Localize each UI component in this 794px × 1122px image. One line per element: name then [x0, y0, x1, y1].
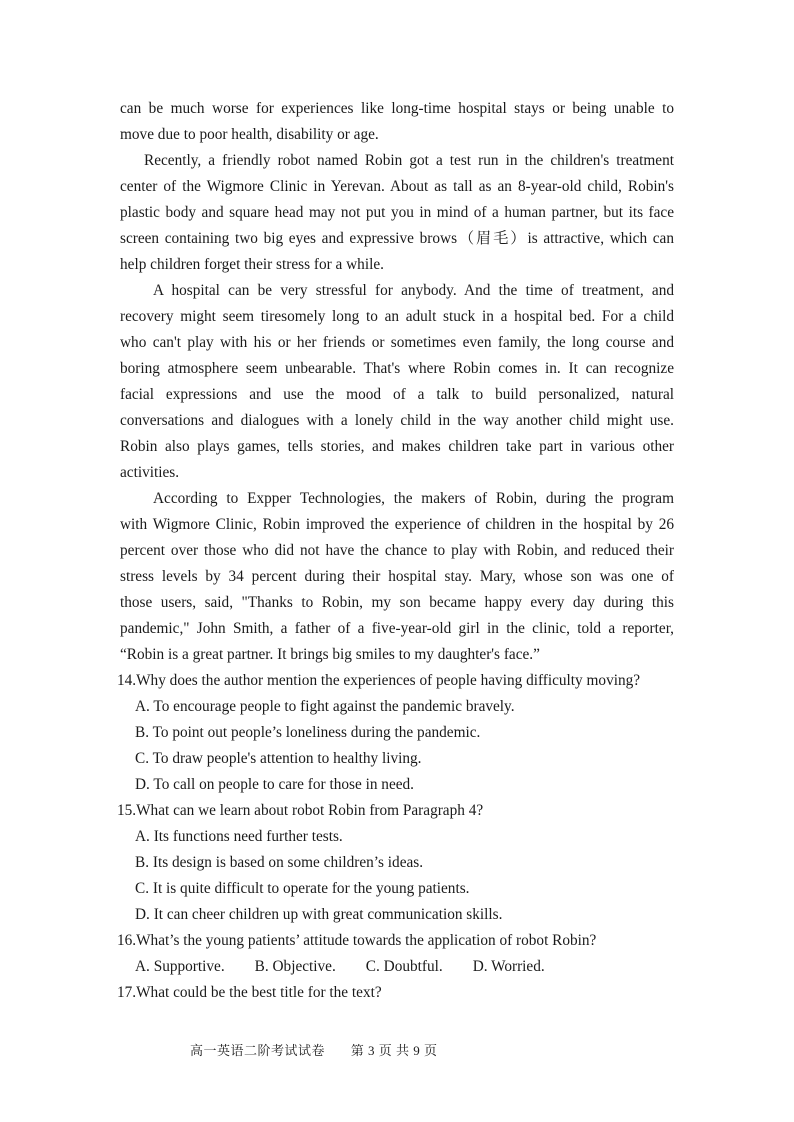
option-a: A. Its functions need further tests.: [135, 828, 343, 845]
question-stem: 15.What can we learn about robot Robin from Paragraph 4?: [117, 802, 484, 819]
passage-paragraph-4: [120, 486, 674, 668]
question-17: [117, 980, 674, 1006]
option-b: B. Its design is based on some children’s ideas.: [135, 854, 424, 871]
text-line: recovery might seem tiresomely long to an adult stuck in a hospital bed. For a child: [120, 308, 674, 325]
option-a: A. To encourage people to fight against the pandemic bravely.: [135, 698, 515, 715]
text-line: center of the Wigmore Clinic in Yerevan. About as tall as an 8-year-old child, Robin's: [120, 178, 674, 195]
text-line: stress levels by 34 percent during their hospital stay. Mary, whose son was one of: [120, 568, 674, 585]
text-line: “Robin is a great partner. It brings big smiles to my daughter's face.”: [120, 646, 540, 663]
document-page: [117, 96, 674, 1006]
text-line: activities.: [120, 464, 180, 481]
question-stem: 14.Why does the author mention the experiences of people having difficulty moving?: [117, 672, 641, 689]
option-d: D. Worried.: [472, 958, 545, 975]
text-line: percent over those who did not have the chance to play with Robin, and reduced their: [120, 542, 674, 559]
option-c: C. Doubtful.: [365, 958, 443, 975]
option-row: [135, 954, 674, 980]
text-line: facial expressions and use the mood of a talk to build personalized, natural: [120, 386, 674, 403]
page-number: 第 3 页 共 9 页: [350, 1043, 438, 1058]
text-line: who can't play with his or her friends or sometimes even family, the long course and: [120, 334, 674, 351]
passage-paragraph-2: [120, 148, 674, 278]
option-b: B. Objective.: [254, 958, 336, 975]
text-line: Robin also plays games, tells stories, and makes children take part in various other: [120, 438, 674, 455]
option-b: B. To point out people’s loneliness during the pandemic.: [135, 724, 481, 741]
page-footer: [190, 1040, 460, 1059]
question-stem: 17.What could be the best title for the text?: [117, 984, 382, 1001]
text-line: plastic body and square head may not put you in mind of a human partner, but its face: [120, 204, 674, 221]
text-line: move due to poor health, disability or age.: [120, 126, 379, 143]
option-d: D. To call on people to care for those in need.: [135, 776, 414, 793]
text-line: pandemic," John Smith, a father of a five-year-old girl in the clinic, told a reporter,: [120, 620, 674, 637]
passage-paragraph-3: [120, 278, 674, 486]
question-stem: 16.What’s the young patients’ attitude towards the application of robot Robin?: [117, 932, 597, 949]
exam-name: 高一英语二阶考试试卷: [190, 1043, 326, 1058]
text-line: Recently, a friendly robot named Robin got a test run in the children's treatment: [144, 152, 674, 169]
text-line: help children forget their stress for a while.: [120, 256, 384, 273]
text-line: conversations and dialogues with a lonely child in the way another child might use.: [120, 412, 674, 429]
option-d: D. It can cheer children up with great communication skills.: [135, 906, 503, 923]
question-16: [117, 928, 674, 980]
text-line: those users, said, "Thanks to Robin, my son became happy every day during this: [120, 594, 674, 611]
option-a: A. Supportive.: [135, 958, 225, 975]
text-line: screen containing two big eyes and expressive brows（眉毛）is attractive, which can: [120, 230, 674, 247]
text-line: A hospital can be very stressful for anybody. And the time of treatment, and: [153, 282, 674, 299]
text-line: can be much worse for experiences like long-time hospital stays or being unable to: [120, 100, 674, 117]
text-line: According to Expper Technologies, the makers of Robin, during the program: [153, 490, 674, 507]
question-15: [117, 798, 674, 928]
option-c: C. It is quite difficult to operate for the young patients.: [135, 880, 470, 897]
question-14: [117, 668, 674, 798]
text-line: boring atmosphere seem unbearable. That's where Robin comes in. It can recognize: [120, 360, 674, 377]
text-line: with Wigmore Clinic, Robin improved the experience of children in the hospital by 26: [120, 516, 674, 533]
passage-paragraph-1: [120, 96, 674, 148]
option-c: C. To draw people's attention to healthy living.: [135, 750, 422, 767]
